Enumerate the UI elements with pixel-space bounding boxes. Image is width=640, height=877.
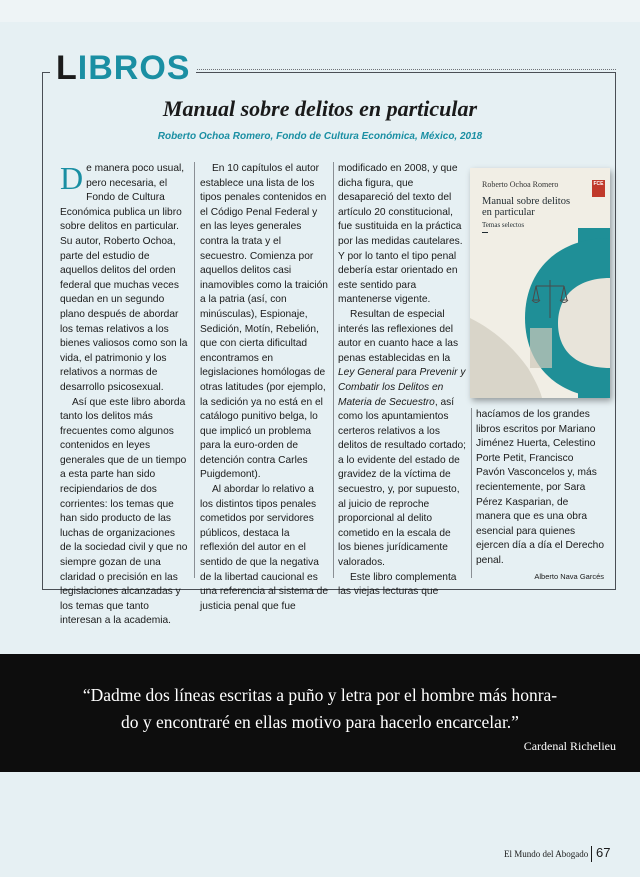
article-title: Manual sobre delitos en particular bbox=[162, 96, 478, 121]
paragraph: modificado en 2008, y que dicha figura, que desapareció del texto del artículo 20 constitucional, fue sustituida en la práctica por las medidas cautelares. Y por lo tanto el tipo penal debería estar orientado en este sentido para mantenerse vigente. bbox=[338, 163, 463, 306]
quote-line: “Dadme dos líneas escritas a puño y letra por el hombre más honra- bbox=[82, 685, 558, 705]
article-column-3 bbox=[338, 162, 466, 600]
section-label-initial: L bbox=[56, 48, 78, 87]
column-divider bbox=[194, 162, 195, 578]
law-title: Ley General para Prevenir y Combatir los Delitos en Materia de Secuestro bbox=[338, 367, 466, 408]
quote-text bbox=[0, 682, 640, 736]
article-signature: Alberto Nava Garcés bbox=[534, 572, 604, 581]
book-cover bbox=[470, 168, 610, 398]
section-header bbox=[50, 48, 196, 88]
column-divider bbox=[471, 408, 472, 578]
column-divider bbox=[333, 162, 334, 578]
section-label-rest: IBROS bbox=[77, 48, 191, 87]
page-number: 67 bbox=[596, 845, 611, 860]
paragraph: hacíamos de los grandes libros escritos por Mariano Jiménez Huerta, Celestino Porte Petit, Francisco Pavón Vasconcelos y, más recientemente, por Sara Pérez Kasparian, de manera que es una obra esencial para quienes ejercen día a día el Derecho penal. bbox=[476, 409, 604, 566]
paragraph: Resultan de especial interés las reflexiones del autor en cuanto hace a las penas establecidas en la Ley General para Prevenir y Combatir los Delitos en Materia de Secuestro, así como los apuntamientos certeros relativos a los delitos de resultado cortado; a lo evidente del estado de gravidez de la víctima de secuestro, y, por supuesto, al juicio de reproche proporcional al delito cometido en la escala de los bienes jurídicamente valorados. bbox=[338, 308, 466, 569]
book-author: Roberto Ochoa Romero bbox=[482, 180, 559, 189]
footer-separator bbox=[591, 846, 592, 862]
drop-cap: D bbox=[60, 160, 84, 196]
book-subtitle: Temas selectos bbox=[482, 221, 525, 229]
paragraph: De manera poco usual, pero necesaria, el Fondo de Cultura Económica publica un libro sobre delitos en particular. Su autor, Roberto Ochoa, parte del estudio de aquellos delitos del orden federal que muchas veces quedan en un segundo plano después de abordar los temas relativos a los bienes valiosos como son la vida, el patrimonio y los relativos a normas de desarrollo psicosexual. bbox=[60, 160, 188, 393]
paragraph: Al abordar lo relativo a los distintos tipos penales cometidos por servidores públicos, destaca la reflexión del autor en el sentido de que la negativa de la libertad caucional es una referencia al sistema de justicia penal que fue bbox=[200, 484, 328, 612]
paragraph: Este libro complementa las viejas lecturas que bbox=[338, 571, 457, 598]
article-column-2 bbox=[200, 162, 328, 614]
paragraph: En 10 capítulos el autor establece una lista de los tipos penales contenidos en el Código Penal Federal y en las leyes generales contra la trata y el secuestro. Comienza por aquellos delitos casi inamovibles como la traición a la patria (así, con minúsculas), Espionaje, Sedición, Motín, Rebelión, que con cierta dificultad encontramos en legislaciones homólogas de otras latitudes (por ejemplo, la sedición ya no está en el catálogo punitivo belga, lo que implicó un problema para la euro-orden de detención contra Carles Puigdemont). bbox=[200, 163, 328, 481]
header-dotted-rule bbox=[178, 69, 616, 70]
quote-line: do y encontraré en ellas motivo para hacerlo encarcelar.” bbox=[121, 712, 519, 732]
book-title: Manual sobre delitos en particular bbox=[482, 196, 571, 218]
footer-publication: El Mundo del Abogado bbox=[504, 849, 589, 859]
paragraph: Así que este libro aborda tanto los delitos más frecuentes como algunos contenidos en leyes generales que de un tiempo a esta parte han sido recipiendarios de dos corrientes: los temas que han sido producto de las luchas de organizaciones de la sociedad civil y que no siempre gozan de una claridad o precisión en las legislaciones alcanzadas y los temas que tanto interesan a la academia. bbox=[60, 396, 188, 627]
publisher-logo: FCE bbox=[592, 180, 605, 197]
article-column-1 bbox=[60, 162, 188, 629]
article-byline: Roberto Ochoa Romero, Fondo de Cultura Económica, México, 2018 bbox=[157, 131, 483, 142]
article-column-4 bbox=[476, 408, 604, 569]
page-top-strip bbox=[0, 0, 640, 22]
quote-author: Cardenal Richelieu bbox=[523, 739, 616, 753]
